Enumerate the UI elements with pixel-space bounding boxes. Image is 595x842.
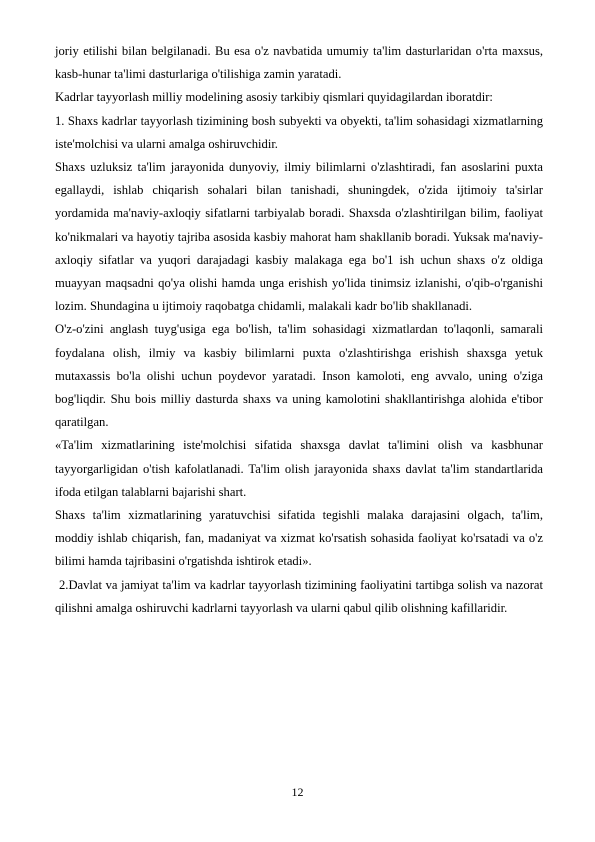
paragraph: 1. Shaxs kadrlar tayyorlash tizimining bosh subyekti va obyekti, ta'lim sohasidagi xizmatlarning iste'molchisi va ularni amalga oshiruvchidir. bbox=[55, 113, 543, 151]
paragraph: O'z-o'zini anglash tuyg'usiga ega bo'lish, ta'lim sohasidagi xizmatlardan to'laqonli, samarali foydalana olish, ilmiy va kasbiy bilimlarni puxta o'zlashtirishga erishish shaxsga yetuk mutaxassis bo'la olishi uchun poydevor yaratadi. Inson kamoloti, eng avvalo, uning o'ziga bog'liqdir. Shu bois milliy dasturda shaxs va uning kamolotini shakllantirishga alohida e'tibor qaratilgan. bbox=[55, 322, 543, 430]
paragraph: Shaxs ta'lim xizmatlarining yaratuvchisi sifatida tegishli malaka darajasini olgach, ta'lim, moddiy ishlab chiqarish, fan, madaniyat va xizmat ko'rsatish sohasida faoliyat ko'rsatadi va o'z bilimi hamda tajribasini o'rgatishda ishtirok etadi». bbox=[55, 508, 543, 569]
paragraph: Kadrlar tayyorlash milliy modelining asosiy tarkibiy qismlari quyidagilardan iboratdir: bbox=[55, 90, 493, 105]
paragraph: Shaxs uzluksiz ta'lim jarayonida dunyoviy, ilmiy bilimlarni o'zlashtiradi, fan asoslarini puxta egallaydi, ishlab chiqarish sohalari bilan tanishadi, shuningdek, o'zida ijtimoiy ta'sirlar yordamida ma'naviy-axloqiy sifatlarni tarbiyalab boradi. Shaxsda o'zlashtirilgan bilim, faoliyat ko'nikmalari va hayotiy tajriba asosida kasbiy mahorat ham shakllanib boradi. Yuksak ma'naviy-axloqiy sifatlar va yuqori darajadagi kasbiy malakaga ega bo'1 ish uchun shaxs o'z oldiga muayyan maqsadni qo'ya olishi hamda unga erishish yo'lida tinimsiz izlanishi, o'qib-o'rganishi lozim. Shundagina u ijtimoiy raqobatga chidamli, malakali kadr bo'lib shakllanadi. bbox=[55, 160, 543, 314]
paragraph: joriy etilishi bilan belgilanadi. Bu esa o'z navbatida umumiy ta'lim dasturlaridan o'rta maxsus, kasb-hunar ta'limi dasturlariga o'tilishiga zamin yaratadi. bbox=[55, 44, 543, 82]
page-body bbox=[55, 40, 543, 620]
paragraph: «Ta'lim xizmatlarining iste'molchisi sifatida shaxsga davlat ta'limini olish va kasbhunar tayyorgarligidan o'tish kafolatlanadi. Ta'lim olish jarayonida shaxs davlat ta'lim standartlarida ifoda etilgan talablarni bajarishi shart. bbox=[55, 438, 543, 499]
paragraph: 2.Davlat va jamiyat ta'lim va kadrlar tayyorlash tizimining faoliyatini tartibga solish va nazorat qilishni amalga oshiruvchi kadrlarni tayyorlash va ularni qabul qilib olishning kafillaridir. bbox=[55, 577, 543, 615]
page-number: 12 bbox=[291, 785, 304, 799]
